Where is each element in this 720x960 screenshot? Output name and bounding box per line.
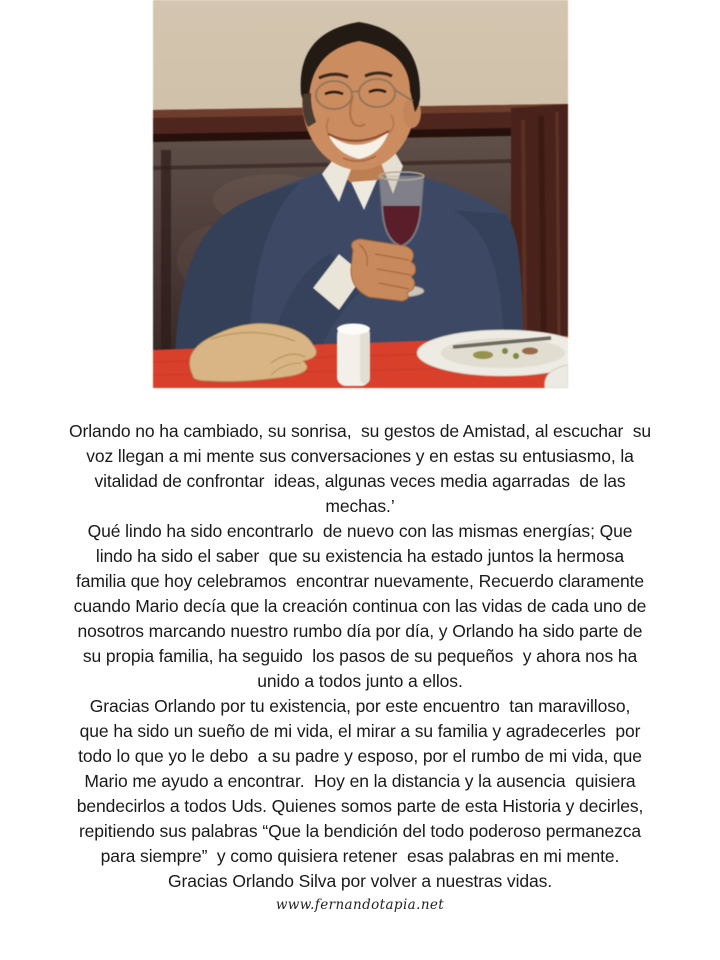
text-line: todo lo que yo le debo a su padre y esposo, por el rumbo de mi vida, que — [78, 746, 642, 766]
text-line: Gracias Orlando por tu existencia, por este encuentro tan maravilloso, — [89, 696, 631, 716]
text-line: repitiendo sus palabras “Que la bendición del todo poderoso permanezca — [78, 821, 642, 841]
text-line: voz llegan a mi mente sus conversaciones y en estas su entusiasmo, la — [86, 446, 634, 466]
body-text — [0, 419, 720, 894]
text-line: que ha sido un sueño de mi vida, el mirar a su familia y agradecerles por — [79, 721, 641, 741]
text-line: cuando Mario decía que la creación continua con las vidas de cada uno de — [73, 596, 647, 616]
text-line: su propia familia, ha seguido los pasos de su pequeños y ahora nos ha — [82, 646, 638, 666]
text-line: lindo ha sido el saber que su existencia ha estado juntos la hermosa — [95, 546, 625, 566]
text-line: familia que hoy celebramos encontrar nuevamente, Recuerdo claramente — [76, 571, 644, 591]
text-line: Mario me ayudo a encontrar. Hoy en la distancia y la ausencia quisiera — [84, 771, 636, 791]
photo-man-with-wine-glass — [153, 0, 568, 388]
text-line: nosotros marcando nuestro rumbo día por día, y Orlando ha sido parte de — [77, 621, 643, 641]
text-line: unido a todos junto a ellos. — [257, 671, 463, 691]
text-line: Orlando no ha cambiado, su sonrisa, su gestos de Amistad, al escuchar su — [68, 421, 652, 441]
text-line: vitalidad de confrontar ideas, algunas veces media agarradas de las — [94, 471, 626, 491]
text-line: mechas.’ — [325, 496, 395, 516]
man-hand — [351, 239, 416, 301]
text-line: bendecirlos a todos Uds. Quienes somos parte de esta Historia y decirles, — [76, 796, 644, 816]
text-line: Gracias Orlando Silva por volver a nuestras vidas. — [167, 871, 553, 891]
salt-shaker — [337, 324, 370, 387]
text-line: Qué lindo ha sido encontrarlo de nuevo con las mismas energías; Que — [87, 521, 633, 541]
text-line: para siempre” y como quisiera retener esas palabras en mi mente. — [100, 846, 620, 866]
website-url: www.fernandotapia.net — [275, 897, 445, 913]
